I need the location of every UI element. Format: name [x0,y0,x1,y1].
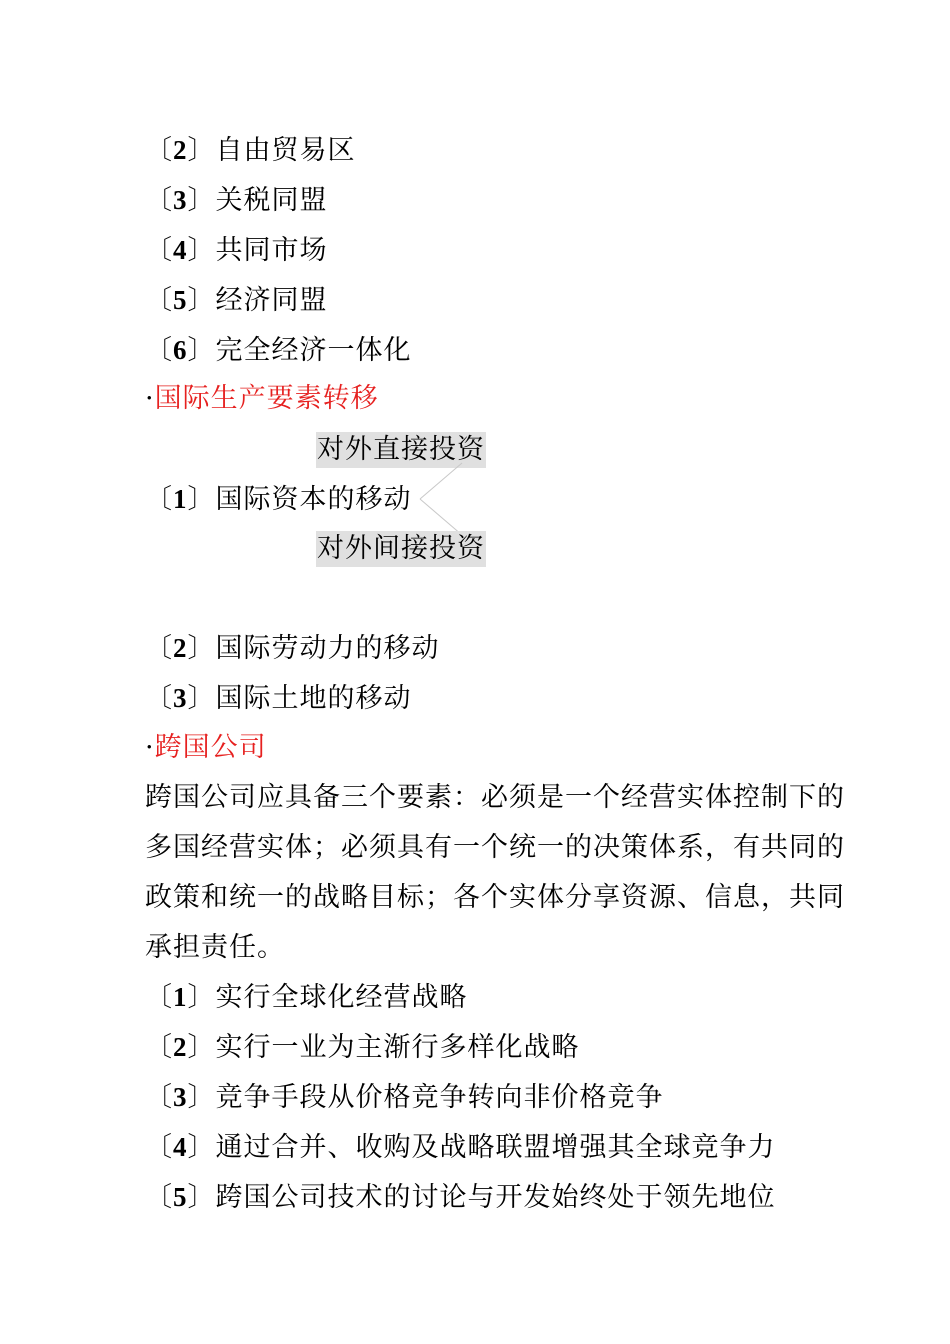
item-number: 1 [173,982,188,1012]
item-text: 经济同盟 [215,285,328,316]
item-text: 国际劳动力的移动 [215,633,440,664]
item-number: 5 [173,1182,188,1212]
list-item-5-technology: 〔5〕跨国公司技术的讨论与开发始终处于领先地位 [145,1182,776,1213]
item-text: 自由贸易区 [215,135,356,166]
bullet: · [145,383,155,414]
item-text: 实行一业为主渐行多样化战略 [215,1032,580,1063]
item-number: 4 [173,235,188,265]
branch-upper-label: 对外直接投资 [316,432,486,468]
list-item-2: 〔2〕自由贸易区 [145,135,356,166]
item-number: 6 [173,335,188,365]
item-text: 实行全球化经营战略 [215,982,468,1013]
list-item-3-competition: 〔3〕竞争手段从价格竞争转向非价格竞争 [145,1082,664,1113]
list-item-6: 〔6〕完全经济一体化 [145,335,412,366]
item-number: 3 [173,185,188,215]
item-number: 3 [173,1082,188,1112]
list-item-2-strategy: 〔2〕实行一业为主渐行多样化战略 [145,1032,580,1063]
item-text: 跨国公司技术的讨论与开发始终处于领先地位 [215,1182,776,1213]
item-text: 完全经济一体化 [215,335,412,366]
item-number: 2 [173,633,188,663]
item-text: 关税同盟 [215,185,328,216]
item-text: 共同市场 [215,235,328,266]
branch-lower-label: 对外间接投资 [316,531,486,567]
item-text: 竞争手段从价格竞争转向非价格竞争 [215,1082,664,1113]
item-text: 通过合并、收购及战略联盟增强其全球竞争力 [215,1132,776,1163]
list-item-3: 〔3〕关税同盟 [145,185,328,216]
mnc-definition-paragraph: 跨国公司应具备三个要素：必须是一个经营实体控制下的多国经营实体；必须具有一个统一的决策体系，有共同的政策和统一的战略目标；各个实体分享资源、信息，共同承担责任。 [145,782,845,963]
branch-line-lower [420,499,462,535]
list-item-1-strategy: 〔1〕实行全球化经营战略 [145,982,468,1013]
branch-line-upper [420,463,462,499]
item-number: 4 [173,1132,188,1162]
item-number: 5 [173,285,188,315]
list-item-5: 〔5〕经济同盟 [145,285,328,316]
list-item-4-merger: 〔4〕通过合并、收购及战略联盟增强其全球竞争力 [145,1132,776,1163]
item-number: 2 [173,1032,188,1062]
list-item-1-capital: 〔1〕国际资本的移动 [145,484,412,515]
list-item-3-land: 〔3〕国际土地的移动 [145,683,412,714]
item-number: 1 [173,484,188,514]
item-number: 3 [173,683,188,713]
bullet: · [145,732,155,763]
list-item-2-labor: 〔2〕国际劳动力的移动 [145,633,440,664]
list-item-4: 〔4〕共同市场 [145,235,328,266]
heading-text: 跨国公司 [154,732,267,763]
item-number: 2 [173,135,188,165]
section-heading-mnc [145,730,267,766]
item-text: 国际土地的移动 [215,683,412,714]
item-text: 国际资本的移动 [215,484,412,515]
heading-text: 国际生产要素转移 [154,383,379,414]
